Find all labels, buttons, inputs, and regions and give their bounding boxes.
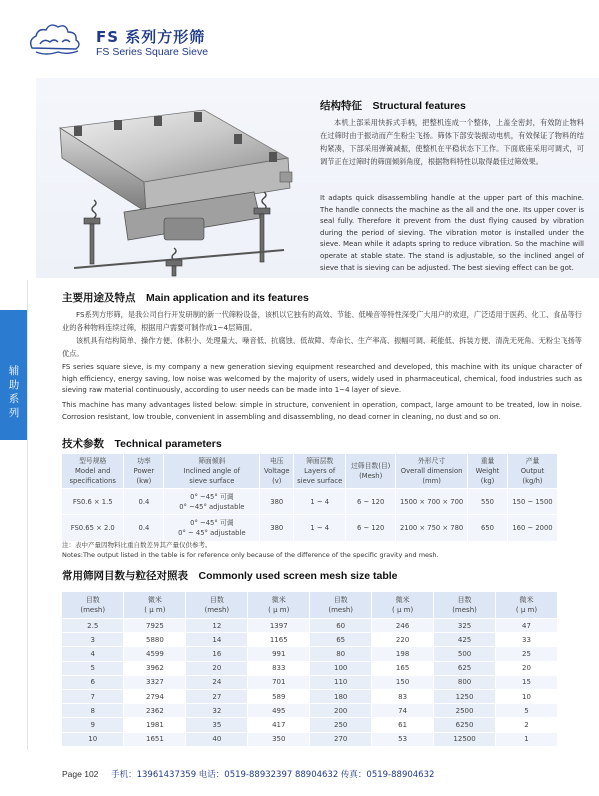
mesh-cell: 4599 [124,647,186,661]
table-row: FS0.65 × 2.0 0.4 0° ~45° 可调 0° ~ 45° adjustable 380 1 ~ 4 6 ~ 120 2100 × 750 × 780 650 160 ~ 2000 [62,515,558,541]
table-row [62,704,558,718]
mesh-cell: 5880 [124,633,186,647]
mesh-cell: 15 [496,675,558,689]
mesh-cell: 14 [186,633,248,647]
mesh-cell: 20 [496,661,558,675]
square-sieve-machine-image [54,100,294,280]
tech-header-power: 功率 Power (kw) [124,454,164,489]
mesh-cell: 250 [310,718,372,732]
mesh-cell: 40 [186,732,248,746]
mesh-cell: 5 [496,704,558,718]
mesh-cell: 12500 [434,732,496,746]
mesh-cell: 800 [434,675,496,689]
structural-text-en: It adapts quick disassembling handle at the upper part of this machine. The handle connects the machine as the all and the one. Its upper cover is seal fully. Therefore it prevent from the dust flying caused by vibration during the period of sieving. The vibration motor is installed under the sieve. Mean while it adapts spring to reduce vibration. So the machine will operate at stable state. The stand is adjustable, so the inclined angel of sieve that is sieving can be adjusted. The best sieving effect can be got. [320,194,584,272]
mesh-cell: 20 [186,661,248,675]
mesh-cell: 9 [62,718,124,732]
mesh-cell: 24 [186,675,248,689]
mesh-cell: 1397 [248,619,310,633]
page-subtitle: FS Series Square Sieve [96,46,209,58]
mesh-cell: 589 [248,689,310,703]
mesh-cell: 27 [186,689,248,703]
tech-header-mesh: 过筛目数(目) (Mesh) [346,454,396,489]
mesh-cell: 65 [310,633,372,647]
mesh-cell: 6 [62,675,124,689]
mesh-cell: 180 [310,689,372,703]
mesh-cell: 53 [372,732,434,746]
mesh-cell: 80 [310,647,372,661]
mesh-cell: 60 [310,619,372,633]
mesh-cell: 1651 [124,732,186,746]
mesh-cell: 198 [372,647,434,661]
tech-header-angle: 筛面倾斜 Inclined angle of sieve surface [164,454,260,489]
mesh-cell: 500 [434,647,496,661]
mesh-cell: 350 [248,732,310,746]
mesh-cell: 701 [248,675,310,689]
page-title: FS 系列方形筛 [96,28,206,46]
application-text-en-1: FS series square sieve, is my company a new generation sieving equipment researched and developed, this machine with its unique character of high efficiency, energy saving, low noise was welcomed by the majority of users, widely used in pharmaceutical, chemical, food industries such as sieving raw material continuously, according to user needs can be made into 1~4 layer of sieve. [62,363,582,395]
mesh-cell: 625 [434,661,496,675]
sidebar-label: 辅助系列 [8,365,20,419]
mesh-header-3: 微米 ( μ m) [248,592,310,619]
mesh-header-row [62,592,558,619]
mesh-cell: 2 [496,718,558,732]
application-text-cn-1: FS系列方形筛，是我公司自行开发研制的新一代筛粉设备，该机以它独有的高效、节能、低噪音等特性深受广大用户的欢迎，广泛适用于医药、化工、食品等行业的各种物料连续过筛，根据用户需要可制作成1~4层筛面。 [62,310,582,332]
table-row [62,633,558,647]
table-row [62,619,558,633]
table-row [62,647,558,661]
mesh-cell: 6250 [434,718,496,732]
tech-header-voltage: 电压 Voltage (v) [260,454,294,489]
mesh-cell: 25 [496,647,558,661]
table-row [62,718,558,732]
mesh-cell: 8 [62,704,124,718]
mesh-cell: 165 [372,661,434,675]
mesh-cell: 4 [62,647,124,661]
mesh-cell: 3 [62,633,124,647]
application-text-en-2: This machine has many advantages listed below: simple in structure, convenient in operation, compact, large amount to be treated, low in noise. Corrosion resistant, low trouble, convenient in assembling and disassembling, no dead corner in cleaning, no dust and so on. [62,401,582,421]
mesh-size-table [62,592,558,746]
table-row: FS0.6 × 1.5 0.4 0° ~45° 可调 0° ~45° adjustable 380 1 ~ 4 6 ~ 120 1500 × 700 × 700 550 150 ~ 1500 [62,489,558,515]
mesh-cell: 10 [62,732,124,746]
application-title: 主要用途及特点 Main application and its features [62,292,309,304]
mesh-cell: 10 [496,689,558,703]
tech-header-output: 产量 Output (kg/h) [508,454,558,489]
tech-header-dimension: 外形尺寸 Overall dimension (mm) [396,454,468,489]
mesh-cell: 270 [310,732,372,746]
tech-header-layers: 筛面层数 Layers of sieve surface [294,454,346,489]
mesh-header-7: 微米 ( μ m) [496,592,558,619]
mesh-header-2: 目数 (mesh) [186,592,248,619]
mesh-header-0: 目数 (mesh) [62,592,124,619]
table-row [62,661,558,675]
page-number: Page 102 [62,769,99,779]
mesh-cell: 74 [372,704,434,718]
page-footer [62,768,434,780]
table-row [62,732,558,746]
mesh-cell: 100 [310,661,372,675]
mesh-cell: 5 [62,661,124,675]
tech-note-en: Notes:The output listed in the table is for reference only because of the difference of the specific gravity and mesh. [62,551,439,559]
mesh-cell: 16 [186,647,248,661]
mesh-cell: 1 [496,732,558,746]
mesh-cell: 12 [186,619,248,633]
mesh-cell: 150 [372,675,434,689]
mesh-cell: 83 [372,689,434,703]
mesh-cell: 1250 [434,689,496,703]
page-header [0,0,599,72]
mesh-cell: 3327 [124,675,186,689]
mesh-cell: 61 [372,718,434,732]
tech-header-weight: 重量 Weight (kg) [468,454,508,489]
mesh-cell: 2.5 [62,619,124,633]
mesh-cell: 417 [248,718,310,732]
mesh-cell: 2362 [124,704,186,718]
mesh-cell: 2500 [434,704,496,718]
mesh-cell: 495 [248,704,310,718]
tech-note-cn: 注：表中产量因物料比重自数差异其产量仅供参考。 [62,541,212,549]
mesh-cell: 1981 [124,718,186,732]
table-row [62,675,558,689]
mesh-cell: 200 [310,704,372,718]
mesh-header-5: 微米 ( μ m) [372,592,434,619]
mesh-cell: 35 [186,718,248,732]
cloud-ornament-icon [26,18,88,58]
mesh-cell: 325 [434,619,496,633]
mesh-cell: 3962 [124,661,186,675]
mesh-cell: 32 [186,704,248,718]
tech-parameters-table [62,454,558,541]
structural-text-cn: 本机上部采用快拆式手柄，把整机连成一个整体，上盖全密封，有效防止物料在过筛时由于振动而产生粉尘飞扬。筛体下部安装振动电机，有效保证了物料的结构紧凑，下部采用弹簧减振，使整机在平稳状态下工作。下面底座采用可调式，可调节正在过筛时的筛面倾斜角度，根据物料特性以取得最佳过筛效果。 [320,118,584,166]
mesh-cell: 246 [372,619,434,633]
mesh-cell: 220 [372,633,434,647]
mesh-cell: 110 [310,675,372,689]
left-divider [27,280,28,750]
mesh-cell: 7 [62,689,124,703]
mesh-cell: 833 [248,661,310,675]
mesh-cell: 2794 [124,689,186,703]
mesh-title: 常用筛网目数与粒径对照表 Commonly used screen mesh size table [62,570,398,582]
mesh-header-6: 目数 (mesh) [434,592,496,619]
mesh-header-1: 微米 ( μ m) [124,592,186,619]
mesh-cell: 425 [434,633,496,647]
mesh-cell: 1165 [248,633,310,647]
mesh-cell: 991 [248,647,310,661]
mesh-cell: 33 [496,633,558,647]
mesh-header-4: 目数 (mesh) [310,592,372,619]
tech-title: 技术参数 Technical parameters [62,438,222,450]
mesh-cell: 47 [496,619,558,633]
tech-header-model: 型号规格 Model and specifications [62,454,124,489]
application-text-cn-2: 该机具有结构简单、操作方便、体积小、处理量大、噪音低、抗腐蚀、低故障、寿命长、生产率高、振幅可调、耗能低、拆装方便、清洗无死角、无粉尘飞扬等优点。 [62,336,582,358]
table-row [62,689,558,703]
tech-header-row [62,454,558,489]
mesh-cell: 7925 [124,619,186,633]
contact-info: 手机：13961437359 电话：0519-88932397 88904632 传真：0519-88904632 [111,770,435,780]
structural-title: 结构特征 Structural features [320,100,466,112]
